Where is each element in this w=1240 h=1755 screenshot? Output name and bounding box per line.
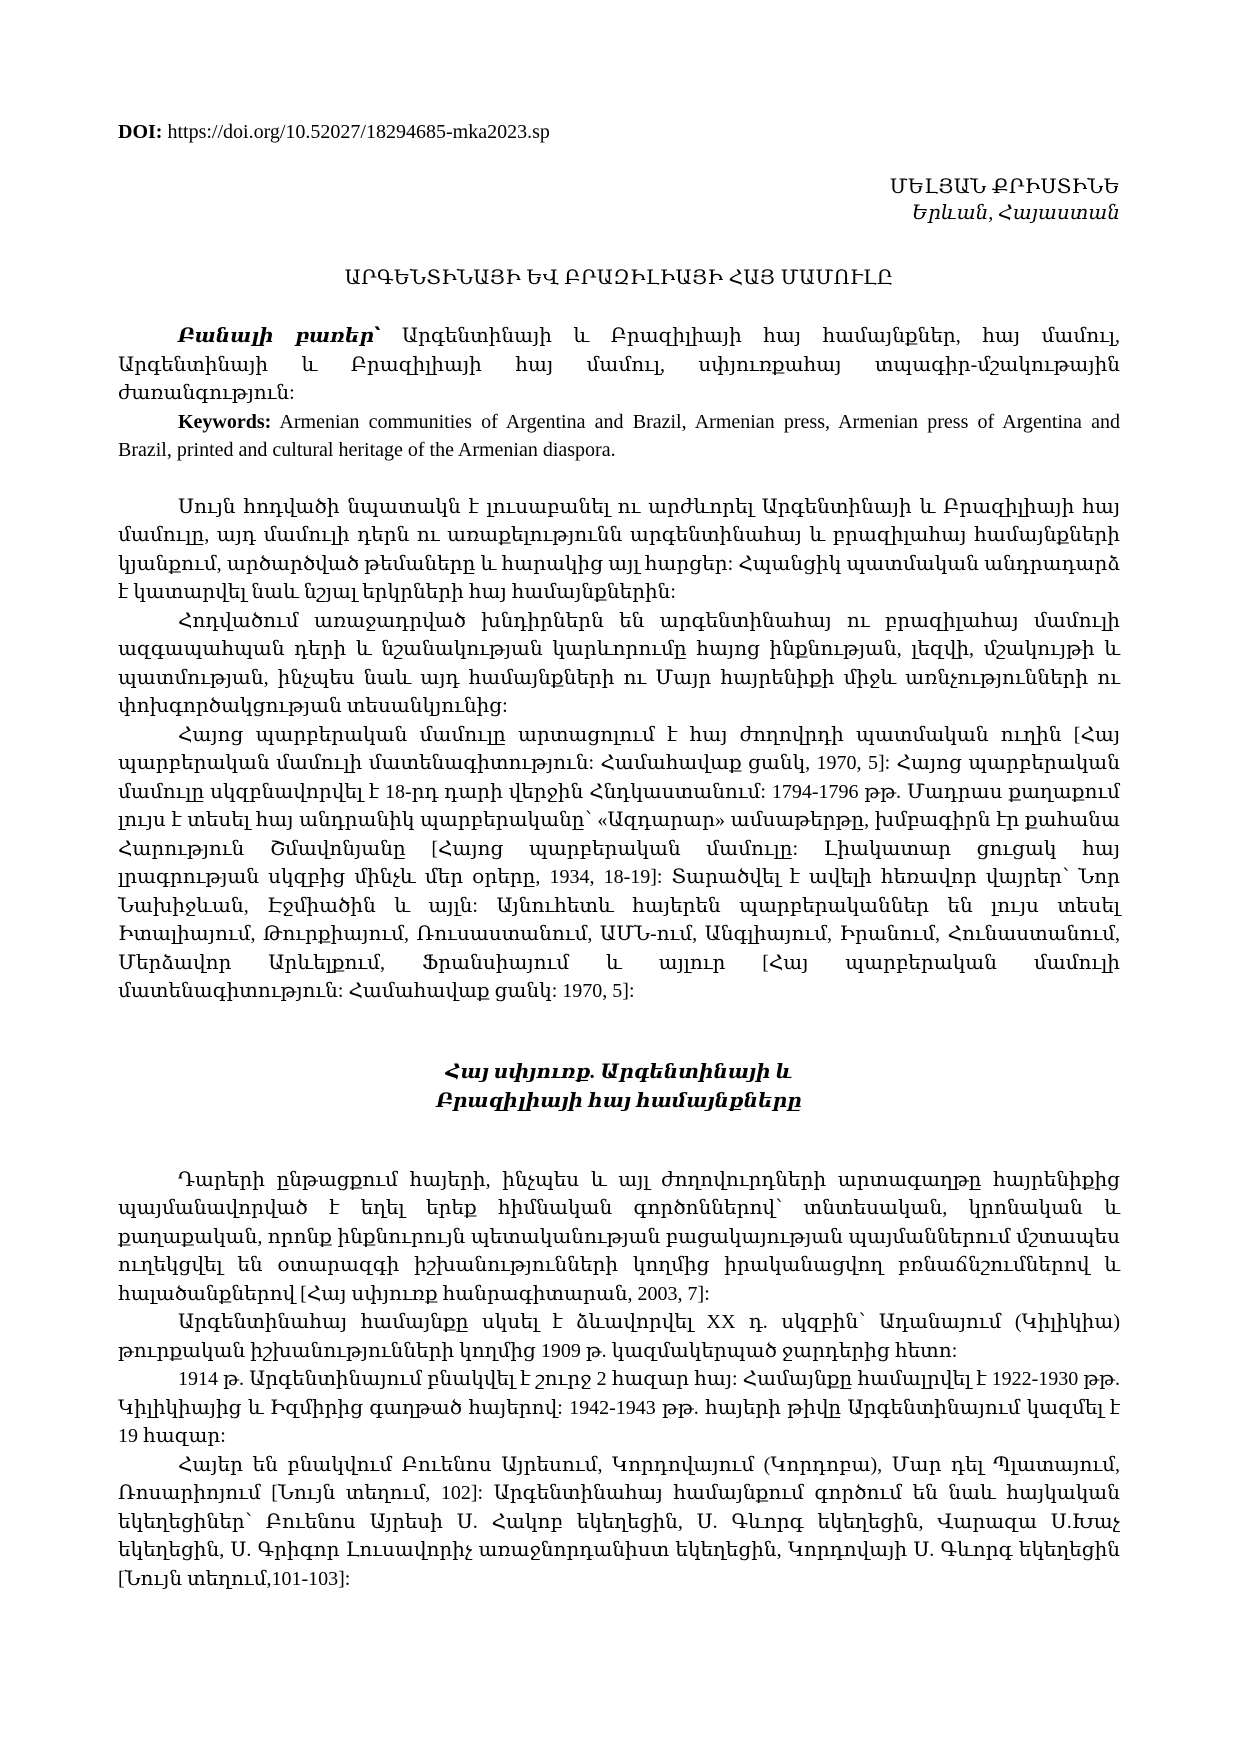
intro-paragraph: Հայոց պարբերական մամուլը արտացոլում է հայ ժողովրդի պատմական ուղին [Հայ պարբերական մամուլի մատենագիտություն: Համահավաք ցանկ, 1970, 5]: Հայոց պարբերական մամուլը սկզբնավորվել է 18-րդ դարի վերջին Հնդկաստանում: 1794-1796 թթ. Մադրաս քաղաքում լույս է տեսել հայ անդրանիկ պարբերականը՝ «Ազդարար» ամսաթերթը, խմբագիրն էր քահանա Հարություն Շմավոնյանը [Հայոց պարբերական մամուլը: Լիակատար ցուցակ հայ լրագրության սկզբից մինչև մեր օրերը, 1934, 18-19]: Տարածվել է ավելի հեռավոր վայրեր՝ Նոր Նախիջևան, Էջմիածին և այլն: Այնուհետև հայերեն պարբերականներ են լույս տեսել Իտալիայում, Թուրքիայում, Ռուսաստանում, ԱՄՆ-ում, Անգլիայում, Իրանում, Հունաստանում, Մերձավոր Արևելքում, Ֆրանսիայում և այլուր [Հայ պարբերական մամուլի մատենագիտություն: Համահավաք ցանկ: 1970, 5]:: [118, 723, 1120, 1002]
author-place: Երևան, Հայաստան: [911, 202, 1120, 224]
keywords-armenian-label: Բանալի բառեր՝: [178, 325, 381, 347]
doi-label: DOI:: [118, 121, 163, 143]
intro-paragraph: Հոդվածում առաջադրված խնդիրներն են արգենտինահայ ու բրազիլահայ մամուլի ազգապահպան դերի և նշանակության կարևորումը հայոց ինքնության, լեզվի, մշակույթի և պատմության, ինչպես նաև այդ համայնքների ու Մայր հայրենիքի միջև առնչությունների ու փոխգործակցության տեսանկյունից:: [118, 609, 1120, 717]
author-name: ՄԵԼՅԱՆ ՔՐԻՍՏԻՆԵ: [889, 176, 1120, 198]
article-title: ԱՐԳԵՆՏԻՆԱՅԻ ԵՎ ԲՐԱԶԻԼԻԱՅԻ ՀԱՅ ՄԱՄՈՒԼԸ: [344, 267, 894, 289]
keywords-english-label: Keywords:: [178, 410, 272, 433]
section-paragraph: Արգենտինահայ համայնքը սկսել է ձևավորվել XX դ. սկզբին՝ Ադանայում (Կիլիկիա) թուրքական իշխանությունների կողմից 1909 թ. կազմակերպած ջարդերից հետո:: [118, 1311, 1120, 1362]
document-page: [118, 118, 1120, 1593]
section-heading-line: Բրազիլիայի հայ համայնքները: [436, 1089, 802, 1112]
section-heading: [118, 1058, 1120, 1116]
doi-line: [118, 118, 1120, 146]
keywords-english: [118, 408, 1120, 465]
keywords-armenian-text: Արգենտինայի և Բրազիլիայի հայ համայնքներ, հայ մամուլ, Արգենտինայի և Բրազիլիայի հայ մամուլ, սփյուռքահայ տպագիր-մշակութային ժառանգություն:: [118, 325, 1120, 404]
keywords-armenian: [118, 322, 1120, 408]
author-block: [118, 174, 1120, 226]
section-paragraph: Հայեր են բնակվում Բուենոս Այրեսում, Կորդովայում (Կորդոբա), Մար դել Պլատայում, Ռոսարիոյում [Նույն տեղում, 102]: Արգենտինահայ համայնքում գործում են նաև հայկական եկեղեցիներ՝ Բուենոս Այրեսի Ս. Հակոբ եկեղեցին, Ս. Գևորգ եկեղեցին, Վարազա Ս.Խաչ եկեղեցին, Ս. Գրիգոր Լուսավորիչ առաջնորդանիստ եկեղեցին, Կորդովայի Ս. Գևորգ եկեղեցին [Նույն տեղում,101-103]:: [118, 1453, 1120, 1590]
spacer: [118, 465, 1120, 493]
keywords-english-text: Armenian communities of Argentina and Brazil, Armenian press, Armenian press of Argentina and Brazil, printed and cultural heritage of the Armenian diaspora.: [118, 410, 1120, 461]
doi-link[interactable]: https://doi.org/10.52027/18294685-mka2023.sp: [162, 121, 550, 143]
section-heading-line: Հայ սփյուռք. Արգենտինայի և: [445, 1060, 793, 1083]
intro-paragraph: Սույն հոդվածի նպատակն է լուսաբանել ու արժևորել Արգենտինայի և Բրազիլիայի հայ մամուլը, այդ մամուլի դերն ու առաքելությունն արգենտինահայ և բրազիլահայ համայնքների կյանքում, արծարծված թեմաները և հարակից այլ հարցեր: Հպանցիկ պատմական անդրադարձ է կատարվել նաև նշյալ երկրների հայ համայնքներին:: [118, 495, 1120, 603]
section-paragraph: Դարերի ընթացքում հայերի, ինչպես և այլ ժողովուրդների արտագաղթը հայրենիքից պայմանավորված է եղել երեք հիմնական գործոններով՝ տնտեսական, կրոնական և քաղաքական, որոնք ինքնուրույն պետականության բացակայության պայմաններում մշտապես ուղեկցվել են օտարազգի իշխանությունների կողմից իրականացվող բռնաճնշումներով և հալածանքներով [Հայ սփյուռք հանրագիտարան, 2003, 7]:: [118, 1168, 1120, 1305]
section-paragraph: 1914 թ. Արգենտինայում բնակվել է շուրջ 2 հազար հայ: Համայնքը համալրվել է 1922-1930 թթ. Կիլիկիայից և Իզմիրից գաղթած հայերով: 1942-1943 թթ. հայերի թիվը Արգենտինայում կազմել է 19 հազար:: [118, 1368, 1120, 1447]
